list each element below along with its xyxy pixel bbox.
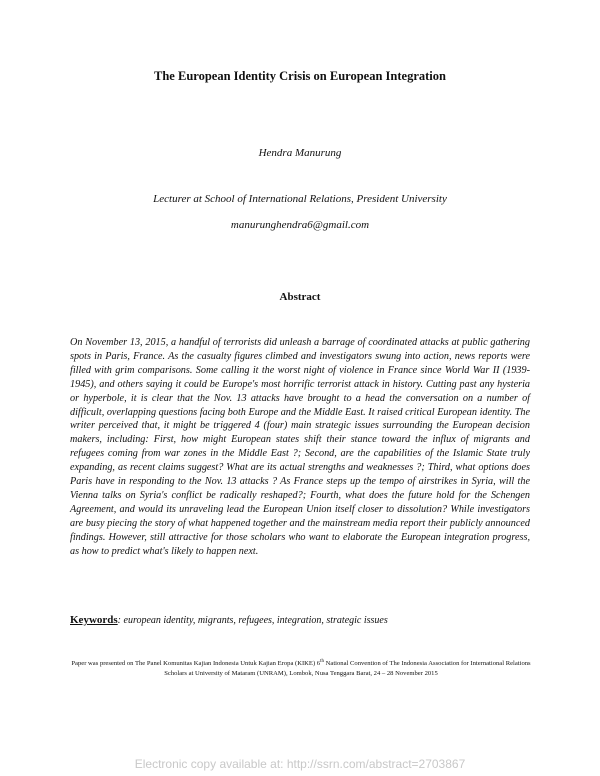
keywords-values: : european identity, migrants, refugees, integration, strategic issues xyxy=(117,615,388,626)
keywords-label: Keywords xyxy=(70,614,118,626)
keywords-line xyxy=(70,614,540,626)
presentation-footnote xyxy=(66,657,536,679)
paper-title: The European Identity Crisis on European Integration xyxy=(154,69,446,83)
footnote-text-2: National Convention of The Indonesia Association for International Relations Scholars at University of Mataram (UNRAM), Lombok, Nusa Tenggara Barat, 24 – 28 November 2015 xyxy=(164,660,531,678)
author-affiliation: Lecturer at School of International Relations, President University xyxy=(153,193,447,205)
footnote-superscript: th xyxy=(320,659,324,664)
abstract-body: On November 13, 2015, a handful of terrorists did unleash a barrage of coordinated attacks at public gathering spots in Paris, France. As the casualty figures climbed and investigators swung into action, news reports were filled with grim comparisons. Some calling it the worst night of violence in France since World War II (1939-1945), and others saying it could be Europe's most horrific terrorist attack in history. Cutting past any hysteria or hyperbole, it is clear that the Nov. 13 attacks have brought to a head the conversation on a number of difficult, overlapping questions facing both Europe and the Middle East. It raised critical European identity. The writer perceived that, it might be triggered 4 (four) main strategic issues surrounding the European decision makers, including: First, how might European states shift their stance toward the influx of migrants and refugees coming from war zones in the Middle East ?; Second, are the capabilities of the Islamic State truly expanding, as recent claims suggest? What are its actual strengths and weaknesses ?; Third, what options does Paris have in responding to the Nov. 13 attacks ? As France steps up the tempo of airstrikes in Syria, will the Vienna talks on Syria's conflict be radically reshaped?; Fourth, what does the future hold for the Schengen Agreement, and would its unraveling lead the European Union itself closer to dissolution? While investigators are busy piecing the story of what happened together and the mainstream media report their publicly announced findings. However, still attractive for those scholars who want to elaborate the European integration progress, as how to predict what's likely to happen next. xyxy=(70,337,530,557)
abstract-heading: Abstract xyxy=(279,291,321,303)
author-email: manurunghendra6@gmail.com xyxy=(230,219,370,231)
footnote-text-1: Paper was presented on The Panel Komunitas Kajian Indonesia Untuk Kajian Eropa (KIKE) 6 xyxy=(71,660,321,668)
ssrn-watermark: Electronic copy available at: http://ssrn.com/abstract=2703867 xyxy=(134,757,466,771)
author-name: Hendra Manurung xyxy=(258,147,342,159)
